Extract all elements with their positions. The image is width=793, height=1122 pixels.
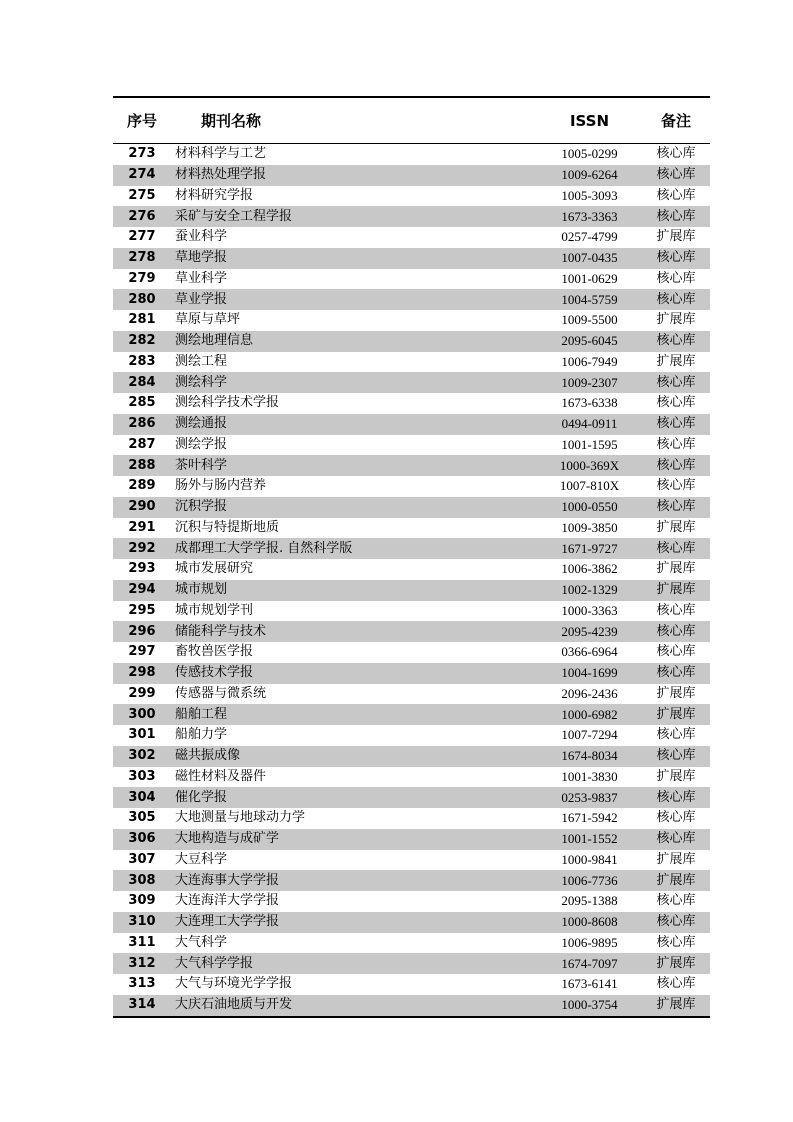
journal-name: 草业科学 [175, 270, 228, 286]
table-row [113, 144, 710, 165]
journal-note: 扩展库 [656, 229, 696, 245]
journal-note: 核心库 [642, 829, 710, 850]
table-row [113, 850, 710, 871]
journal-note: 扩展库 [656, 353, 696, 369]
table-row [113, 995, 710, 1017]
row-number: 298 [113, 663, 171, 684]
journal-issn: 1009-5500 [561, 312, 618, 328]
row-number: 291 [128, 519, 156, 535]
table-row [113, 518, 710, 539]
journal-note: 核心库 [656, 436, 696, 452]
journal-issn: 1001-0629 [561, 270, 618, 286]
journal-name: 大连理工大学学报 [171, 912, 537, 933]
journal-note: 核心库 [656, 893, 696, 909]
row-number: 303 [128, 768, 156, 784]
row-number: 280 [113, 289, 171, 310]
journal-name: 催化学报 [171, 787, 537, 808]
journal-issn: 1000-9841 [561, 851, 618, 867]
journal-name: 城市规划 [171, 580, 537, 601]
table-row [113, 289, 710, 310]
journal-name: 草原与草坪 [175, 312, 241, 328]
journal-name: 蚕业科学 [175, 229, 228, 245]
journal-issn: 0253-9837 [537, 787, 642, 808]
journal-name: 成都理工大学学报. 自然科学版 [171, 538, 537, 559]
journal-note: 核心库 [642, 372, 710, 393]
table-row [113, 870, 710, 891]
journal-name: 草地学报 [171, 248, 537, 269]
journal-note: 核心库 [656, 270, 696, 286]
journal-note: 核心库 [656, 602, 696, 618]
journal-note: 扩展库 [656, 561, 696, 577]
journal-issn: 0366-6964 [561, 644, 618, 660]
table-row [113, 186, 710, 207]
table-row [113, 933, 710, 954]
row-number: 281 [128, 312, 156, 328]
row-number: 310 [113, 912, 171, 933]
table-row [113, 704, 710, 725]
journal-issn: 2095-6045 [537, 331, 642, 352]
journal-name: 大气科学 [175, 934, 228, 950]
table-row [113, 310, 710, 331]
journal-name: 大气与环境光学学报 [175, 976, 293, 992]
journal-issn: 1007-0435 [537, 248, 642, 269]
journal-name: 测绘科学 [171, 372, 537, 393]
journal-name: 沉积学报 [171, 497, 537, 518]
journal-name: 测绘通报 [171, 414, 537, 435]
journal-note: 扩展库 [642, 953, 710, 974]
journal-note: 核心库 [642, 248, 710, 269]
journal-name: 传感器与微系统 [175, 685, 267, 701]
journal-note: 核心库 [642, 289, 710, 310]
table-row [113, 974, 710, 995]
journal-note: 核心库 [656, 478, 696, 494]
journal-name: 储能科学与技术 [171, 621, 537, 642]
journal-name: 肠外与肠内营养 [175, 478, 267, 494]
row-number: 306 [113, 829, 171, 850]
journal-note: 核心库 [642, 912, 710, 933]
journal-note: 核心库 [642, 414, 710, 435]
row-number: 308 [113, 870, 171, 891]
table-row [113, 352, 710, 373]
journal-table [113, 96, 710, 1018]
journal-note: 核心库 [656, 146, 696, 162]
journal-issn: 1006-7736 [537, 870, 642, 891]
row-number: 294 [113, 580, 171, 601]
journal-name: 材料科学与工艺 [175, 146, 267, 162]
row-number: 286 [113, 414, 171, 435]
table-row [113, 331, 710, 352]
journal-name: 船舶工程 [171, 704, 537, 725]
table-header [113, 97, 710, 144]
journal-name: 材料热处理学报 [171, 165, 537, 186]
journal-note: 核心库 [642, 455, 710, 476]
table-row [113, 206, 710, 227]
table-row [113, 269, 710, 290]
journal-issn: 1000-6982 [537, 704, 642, 725]
row-number: 302 [113, 746, 171, 767]
row-number: 278 [113, 248, 171, 269]
journal-name: 测绘学报 [175, 436, 228, 452]
journal-note: 核心库 [642, 746, 710, 767]
journal-issn: 1009-6264 [537, 165, 642, 186]
journal-note: 核心库 [642, 165, 710, 186]
journal-issn: 1004-5759 [537, 289, 642, 310]
table-row [113, 684, 710, 705]
table-row [113, 767, 710, 788]
table-row [113, 891, 710, 912]
row-number: 295 [128, 602, 156, 618]
row-number: 284 [113, 372, 171, 393]
journal-note: 核心库 [642, 663, 710, 684]
journal-issn: 1671-5942 [561, 810, 618, 826]
journal-issn: 1673-6338 [561, 395, 618, 411]
journal-note: 扩展库 [642, 580, 710, 601]
journal-issn: 1673-6141 [561, 976, 618, 992]
table-row [113, 663, 710, 684]
row-number: 300 [113, 704, 171, 725]
journal-name: 测绘科学技术学报 [175, 395, 280, 411]
row-number: 304 [113, 787, 171, 808]
table-row [113, 497, 710, 518]
journal-note: 扩展库 [642, 995, 710, 1017]
journal-note: 核心库 [656, 976, 696, 992]
table-row [113, 372, 710, 393]
journal-note: 核心库 [642, 206, 710, 227]
journal-issn: 1000-3363 [561, 602, 618, 618]
row-number: 287 [128, 436, 156, 452]
journal-name: 大豆科学 [175, 851, 228, 867]
row-number: 277 [128, 229, 156, 245]
journal-issn: 1004-1699 [537, 663, 642, 684]
row-number: 279 [128, 270, 156, 286]
table-row [113, 642, 710, 663]
journal-note: 核心库 [656, 810, 696, 826]
journal-note: 核心库 [642, 497, 710, 518]
table-row [113, 248, 710, 269]
row-number: 314 [113, 995, 171, 1017]
journal-issn: 0494-0911 [537, 414, 642, 435]
table-row [113, 227, 710, 248]
journal-issn: 1000-3754 [537, 995, 642, 1017]
journal-name: 大庆石油地质与开发 [171, 995, 537, 1017]
journal-name: 测绘地理信息 [171, 331, 537, 352]
journal-issn: 1005-0299 [561, 146, 618, 162]
row-number: 313 [128, 976, 156, 992]
journal-issn: 1673-3363 [537, 206, 642, 227]
journal-issn: 1000-0550 [537, 497, 642, 518]
row-number: 290 [113, 497, 171, 518]
table-row [113, 476, 710, 497]
table-row [113, 165, 710, 186]
journal-issn: 1009-3850 [561, 519, 618, 535]
row-number: 273 [128, 146, 156, 162]
journal-note: 核心库 [656, 644, 696, 660]
journal-name: 测绘工程 [175, 353, 228, 369]
table-row [113, 393, 710, 414]
header-num: 序号 [113, 97, 171, 144]
journal-name: 大气科学学报 [171, 953, 537, 974]
journal-name: 磁共振成像 [171, 746, 537, 767]
row-number: 307 [128, 851, 156, 867]
row-number: 285 [128, 395, 156, 411]
journal-name: 茶叶科学 [171, 455, 537, 476]
row-number: 293 [128, 561, 156, 577]
journal-issn: 1007-810X [559, 478, 620, 494]
table-row [113, 829, 710, 850]
journal-issn: 1674-7097 [537, 953, 642, 974]
journal-name: 材料研究学报 [175, 187, 254, 203]
journal-issn: 1002-1329 [537, 580, 642, 601]
journal-issn: 1000-8608 [537, 912, 642, 933]
journal-issn: 1671-9727 [537, 538, 642, 559]
journal-issn: 2095-4239 [537, 621, 642, 642]
header-issn: ISSN [537, 97, 642, 144]
row-number: 305 [128, 810, 156, 826]
journal-issn: 2096-2436 [561, 685, 618, 701]
journal-note: 核心库 [642, 621, 710, 642]
journal-note: 核心库 [642, 331, 710, 352]
table-row [113, 435, 710, 456]
table-row [113, 601, 710, 622]
table-row [113, 725, 710, 746]
row-number: 282 [113, 331, 171, 352]
journal-issn: 1001-3830 [561, 768, 618, 784]
journal-name: 沉积与特提斯地质 [175, 519, 280, 535]
table-row [113, 414, 710, 435]
journal-name: 大地测量与地球动力学 [175, 810, 306, 826]
row-number: 289 [128, 478, 156, 494]
row-number: 276 [113, 206, 171, 227]
journal-name: 草业学报 [171, 289, 537, 310]
table-row [113, 580, 710, 601]
journal-name: 城市规划学刊 [175, 602, 254, 618]
row-number: 301 [128, 727, 156, 743]
row-number: 299 [128, 685, 156, 701]
journal-note: 核心库 [642, 787, 710, 808]
journal-note: 核心库 [656, 934, 696, 950]
journal-issn: 1000-369X [537, 455, 642, 476]
row-number: 309 [128, 893, 156, 909]
row-number: 274 [113, 165, 171, 186]
journal-note: 扩展库 [656, 768, 696, 784]
row-number: 283 [128, 353, 156, 369]
table-body [113, 144, 710, 1017]
row-number: 275 [128, 187, 156, 203]
journal-note: 扩展库 [656, 851, 696, 867]
journal-note: 核心库 [656, 187, 696, 203]
journal-note: 核心库 [656, 727, 696, 743]
row-number: 312 [113, 953, 171, 974]
journal-note: 扩展库 [656, 312, 696, 328]
journal-name: 城市发展研究 [175, 561, 254, 577]
journal-issn: 1009-2307 [537, 372, 642, 393]
journal-issn: 2095-1388 [561, 893, 618, 909]
journal-note: 核心库 [642, 538, 710, 559]
row-number: 292 [113, 538, 171, 559]
row-number: 311 [128, 934, 156, 950]
journal-issn: 1005-3093 [561, 187, 618, 203]
journal-issn: 1006-7949 [561, 353, 618, 369]
journal-note: 核心库 [656, 395, 696, 411]
journal-name: 船舶力学 [175, 727, 228, 743]
journal-name: 大连海洋大学学报 [175, 893, 280, 909]
journal-issn: 1006-3862 [561, 561, 618, 577]
table-row [113, 912, 710, 933]
journal-note: 扩展库 [656, 685, 696, 701]
table-row [113, 953, 710, 974]
table-row [113, 621, 710, 642]
journal-note: 扩展库 [642, 704, 710, 725]
journal-issn: 1006-9895 [561, 934, 618, 950]
header-note: 备注 [642, 97, 710, 144]
journal-name: 大连海事大学学报 [171, 870, 537, 891]
header-row [113, 97, 710, 144]
header-name: 期刊名称 [171, 97, 537, 144]
table-row [113, 559, 710, 580]
journal-name: 畜牧兽医学报 [175, 644, 254, 660]
table-row [113, 455, 710, 476]
journal-issn: 0257-4799 [561, 229, 618, 245]
row-number: 297 [128, 644, 156, 660]
table-row [113, 787, 710, 808]
row-number: 296 [113, 621, 171, 642]
table-row [113, 808, 710, 829]
journal-name: 传感技术学报 [171, 663, 537, 684]
table-row [113, 746, 710, 767]
journal-issn: 1001-1595 [561, 436, 618, 452]
journal-name: 采矿与安全工程学报 [171, 206, 537, 227]
journal-note: 扩展库 [642, 870, 710, 891]
row-number: 288 [113, 455, 171, 476]
journal-name: 大地构造与成矿学 [171, 829, 537, 850]
journal-name: 磁性材料及器件 [175, 768, 267, 784]
journal-issn: 1001-1552 [537, 829, 642, 850]
journal-issn: 1674-8034 [537, 746, 642, 767]
table-row [113, 538, 710, 559]
journal-issn: 1007-7294 [561, 727, 618, 743]
journal-note: 扩展库 [656, 519, 696, 535]
